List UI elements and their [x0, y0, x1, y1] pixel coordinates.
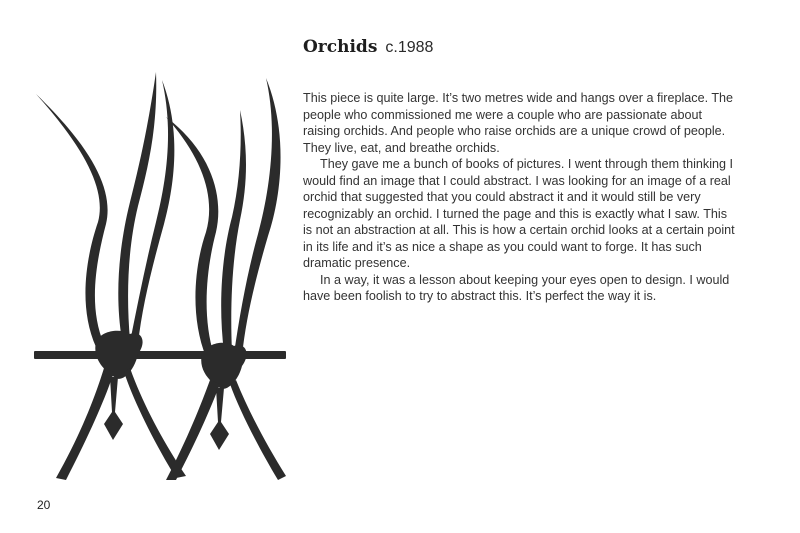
orchid-sculpture-image [26, 72, 286, 480]
article-body [303, 90, 735, 305]
article-heading [303, 36, 433, 59]
article-date: c.1988 [385, 39, 434, 56]
article-title: Orchids [303, 37, 378, 57]
article-paragraph: They gave me a bunch of books of pictures. I went through them thinking I would find an image that I could abstract. I was looking for an image of a real orchid that suggested that you could abstract it and it would still be very recognizably an orchid. I turned the page and this is exactly what I saw. This is not an abstraction at all. This is how a certain orchid looks at a certain point in its life and it’s as nice a shape as you could want to forge. It has such dramatic presence. [303, 157, 735, 270]
article-paragraph: In a way, it was a lesson about keeping your eyes open to design. I would have been foolish to try to abstract this. It’s perfect the way it is. [303, 272, 730, 303]
article-paragraph: This piece is quite large. It’s two metres wide and hangs over a fireplace. The people who commissioned me were a couple who are passionate about raising orchids. And people who raise orchids are a unique crowd of people. They live, eat, and breathe orchids. [303, 91, 734, 155]
page-number: 20 [37, 498, 51, 512]
orchid-sculpture-photo [26, 72, 286, 480]
horizontal-bar [34, 351, 286, 359]
right-orchid [166, 78, 286, 480]
left-orchid [36, 72, 186, 480]
